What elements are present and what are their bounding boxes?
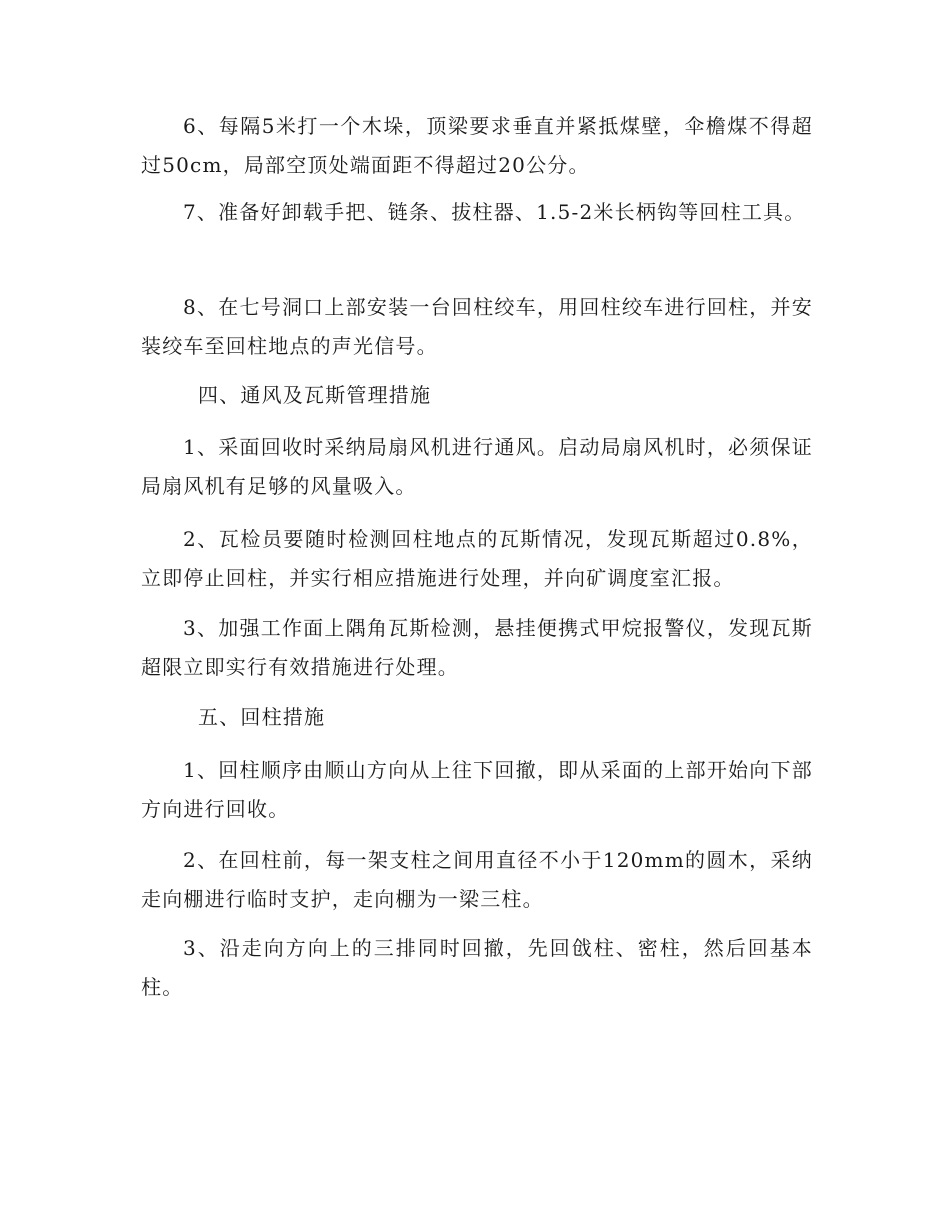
paragraph-recovery-2: 2、在回柱前，每一架支柱之间用直径不小于120mm的圆木，采纳走向棚进行临时支护，走向棚为一梁三柱。 (141, 848, 813, 911)
paragraph-ventilation-3: 3、加强工作面上隅角瓦斯检测，悬挂便携式甲烷报警仪，发现瓦斯超限立即实行有效措施进行处理。 (141, 616, 813, 679)
paragraph-ventilation-2: 2、瓦检员要随时检测回柱地点的瓦斯情况，发现瓦斯超过0.8%，立即停止回柱，并实行相应措施进行处理，并向矿调度室汇报。 (141, 527, 813, 590)
paragraph-ventilation-1: 1、采面回收时采纳局扇风机进行通风。启动局扇风机时，必须保证局扇风机有足够的风量吸入。 (141, 435, 813, 498)
paragraph-item-8: 8、在七号洞口上部安装一台回柱绞车，用回柱绞车进行回柱，并安装绞车至回柱地点的声光信号。 (141, 295, 813, 358)
paragraph-recovery-1: 1、回柱顺序由顺山方向从上往下回撤，即从采面的上部开始向下部方向进行回收。 (141, 758, 813, 821)
paragraph-item-6: 6、每隔5米打一个木垛，顶梁要求垂直并紧抵煤壁，伞檐煤不得超过50cm，局部空顶处端面距不得超过20公分。 (141, 114, 813, 177)
paragraph-recovery-3: 3、沿走向方向上的三排同时回撤，先回戗柱、密柱，然后回基本柱。 (141, 936, 813, 999)
section-heading-ventilation: 四、通风及瓦斯管理措施 (198, 383, 432, 407)
paragraph-item-7: 7、准备好卸载手把、链条、拔柱器、1.5-2米长柄钩等回柱工具。 (183, 200, 806, 224)
section-heading-prop-recovery: 五、回柱措施 (198, 705, 326, 729)
